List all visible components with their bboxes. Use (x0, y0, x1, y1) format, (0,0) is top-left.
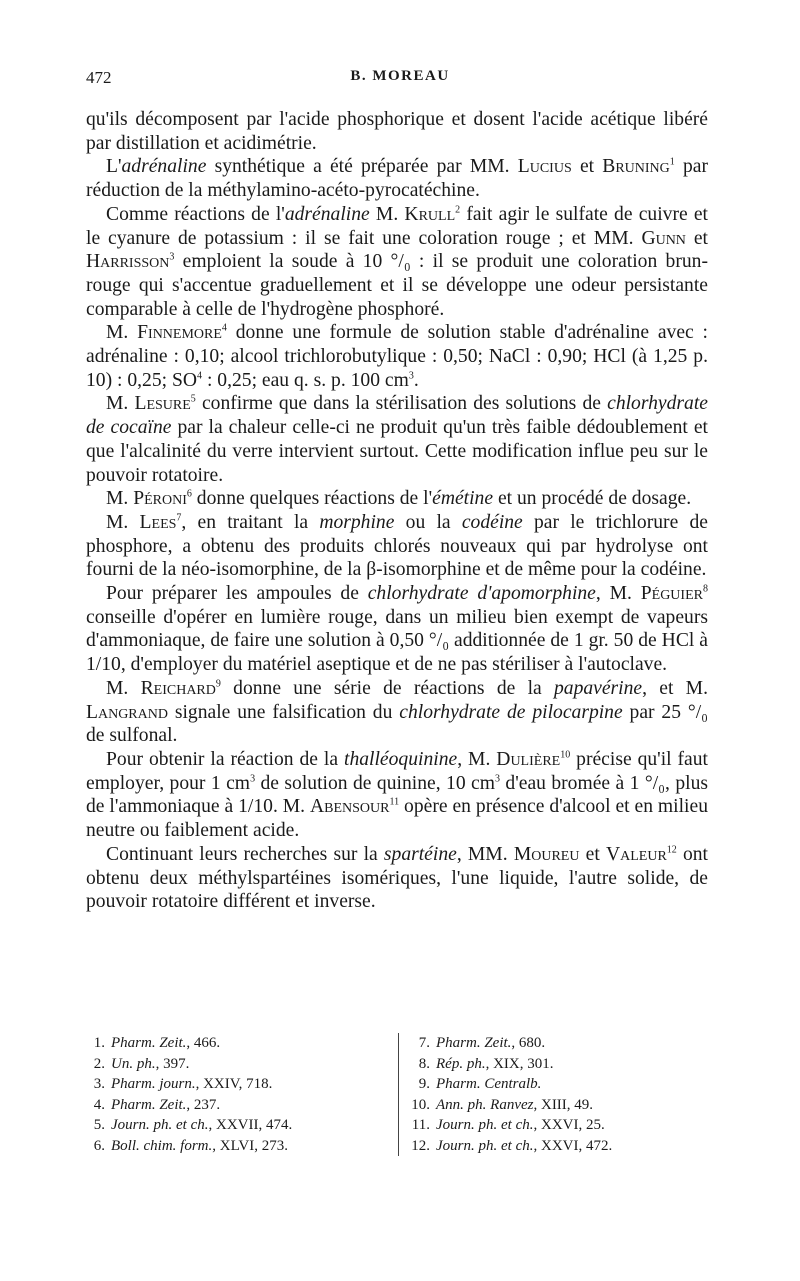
footnote: 1. Pharm. Zeit., 466. (93, 1035, 221, 1051)
author-name: Abensour (310, 796, 390, 818)
author-name: Lucius (517, 156, 572, 178)
footnote: 4. Pharm. Zeit., 237. (93, 1096, 221, 1113)
substance-name: adrénaline (121, 156, 207, 178)
paragraph-7: M. Lees$^7$, en traitant la morphine ou la codéine par le trichlorure de phosphore, a obtenu des produits chlorés nouveaux qui par hydrolyse ont fourni de la néo-isomorphine, de la β-isomorphine et de même pour la codéine. (86, 511, 708, 581)
running-head: B. MOREAU (350, 68, 450, 84)
footnote: 5. Journ. ph. et ch., XXVII, 474. (93, 1117, 293, 1133)
footnote-ref: 2 (455, 204, 461, 216)
footnote-ref: 12 (666, 844, 677, 856)
footnote-ref: 8 (702, 583, 708, 595)
substance-name: codéine (461, 511, 523, 533)
author-name: Harrisson (86, 251, 170, 273)
footnote: 3. Pharm. journ., XXIV, 718. (93, 1076, 273, 1092)
paragraph-1: qu'ils décomposent par l'acide phosphorique et dosent l'acide acétique libéré par distillation et acidimétrie. (86, 109, 708, 154)
substance-name: thalléoquinine (344, 748, 458, 770)
footnote-ref: 3 (169, 251, 175, 263)
superscript: 3 (494, 773, 500, 785)
author-name: Krull (404, 203, 456, 225)
author-name: Finnemore (137, 322, 222, 344)
footnote: 8. Rép. ph., XIX, 301. (418, 1055, 554, 1072)
author-name: Moureu (513, 843, 580, 865)
substance-name: adrénaline (284, 203, 370, 225)
page-number: 472 (86, 68, 112, 87)
paragraph-8: Pour préparer les ampoules de chlorhydrate d'apomorphine, M. Péguier$^8$ conseille d'opérer en lumière rouge, dans un milieu bien exempt de vapeurs d'ammoniaque, de faire une solution à 0,50 °/₀ additionnée de 1 gr. 50 de HCl à 1/10, d'employer du matériel aseptique et de ne pas stériliser à l'autoclave. (86, 583, 708, 676)
superscript: 3 (408, 370, 414, 382)
footnote: 9. Pharm. Centralb. (418, 1076, 542, 1092)
footnote: 10. Ann. ph. Ranvez, XIII, 49. (411, 1096, 594, 1113)
author-name: Bruning (602, 156, 670, 178)
author-name: Reichard (140, 677, 216, 699)
author-name: Péroni (133, 488, 187, 510)
body-text (86, 108, 708, 914)
author-name: Langrand (86, 701, 168, 723)
superscript: 4 (197, 370, 203, 382)
footnote: 11. Journ. ph. et ch., XXVI, 25. (411, 1117, 605, 1133)
superscript: 3 (250, 773, 256, 785)
substance-name: chlorhydrate d'apomorphine (367, 583, 596, 605)
footnote: 6. Boll. chim. form., XLVI, 273. (93, 1137, 288, 1154)
substance-name: morphine (319, 511, 395, 533)
paragraph-9: M. Reichard$^9$ donne une série de réactions de la papavérine, et M. Langrand signale une falsification du chlorhydrate de pilocarpine par 25 °/₀ de sulfonal. (86, 677, 709, 747)
footnote: 12. Journ. ph. et ch., XXVI, 472. (411, 1137, 613, 1154)
footnote-ref: 1 (669, 156, 675, 168)
substance-name: émétine (432, 488, 494, 510)
footnote-ref: 4 (221, 322, 227, 334)
footnote-ref: 6 (186, 488, 192, 500)
substance-name: chlorhydrate de cocaïne (86, 393, 708, 439)
footnote-ref: 9 (215, 678, 221, 690)
footnote: 2. Un. ph., 397. (93, 1055, 190, 1072)
author-name: Lesure (134, 393, 191, 415)
author-name: Péguier (640, 583, 703, 605)
substance-name: spartéine (383, 843, 457, 865)
footnote-ref: 7 (176, 512, 182, 524)
footnote-ref: 5 (190, 393, 196, 405)
paragraph-4: M. Finnemore$^4$ donne une formule de solution stable d'adrénaline avec : adrénaline : 0,10; alcool trichlorobutylique : 0,50; NaCl : 0,90; HCl (à 1,25 p. 10) : 0,25; $SO^4$ : 0,25; eau q. s. p. 100 $cm^3$. (86, 322, 708, 391)
substance-name: chlorhydrate de pilocarpine (399, 701, 623, 723)
footnotes-left-column (86, 1033, 398, 1156)
footnotes (86, 1033, 708, 1156)
substance-name: papavérine (553, 677, 643, 699)
author-name: Gunn (641, 227, 686, 249)
paragraph-3: Comme réactions de l'adrénaline M. Krull$^2$ fait agir le sulfate de cuivre et le cyanure de potassium : il se fait une coloration rouge ; et MM. Gunn et Harrisson$^3$ emploient la soude à 10 °/₀ : il se produit une coloration brun-rouge qui s'accentue graduellement et il se développe une odeur persistante comparable à celle de l'hydrogène phosphoré. (86, 203, 708, 320)
paragraph-2: L'adrénaline synthétique a été préparée par MM. Lucius et Bruning$^1$ par réduction de la méthylamino-acéto-pyrocatéchine. (86, 156, 708, 202)
paragraph-10: Pour obtenir la réaction de la thalléoquinine, M. Dulière$^{10}$ précise qu'il faut employer, pour 1 $cm^3$ de solution de quinine, 10 $cm^3$ d'eau bromée à 1 °/₀, plus de l'ammoniaque à 1/10. M. Abensour$^{11}$ opère en présence d'alcool et en milieu neutre ou faiblement acide. (86, 748, 709, 842)
footnote: 7. Pharm. Zeit., 680. (418, 1035, 546, 1051)
author-name: Lees (139, 511, 177, 533)
author-name: Valeur (605, 843, 667, 865)
paragraph-6: M. Péroni$^6$ donne quelques réactions de l'émétine et un procédé de dosage. (106, 488, 692, 510)
page-header (86, 68, 714, 98)
author-name: Dulière (496, 748, 561, 770)
paragraph-5: M. Lesure$^5$ confirme que dans la stérilisation des solutions de chlorhydrate de cocaïne par la chaleur celle-ci ne produit qu'un très faible dédoublement et que l'alcalinité du verre intervient surtout. Cette modification influe peu sur le pouvoir rotatoire. (86, 393, 708, 486)
footnote-ref: 11 (389, 796, 400, 808)
footnotes-right-column (398, 1033, 708, 1156)
paragraph-11: Continuant leurs recherches sur la spartéine, MM. Moureu et Valeur$^{12}$ ont obtenu deux méthylspartéines isomériques, l'une liquide, l'autre solide, de pouvoir rotatoire différent et inverse. (86, 843, 708, 913)
footnote-ref: 10 (560, 749, 571, 761)
